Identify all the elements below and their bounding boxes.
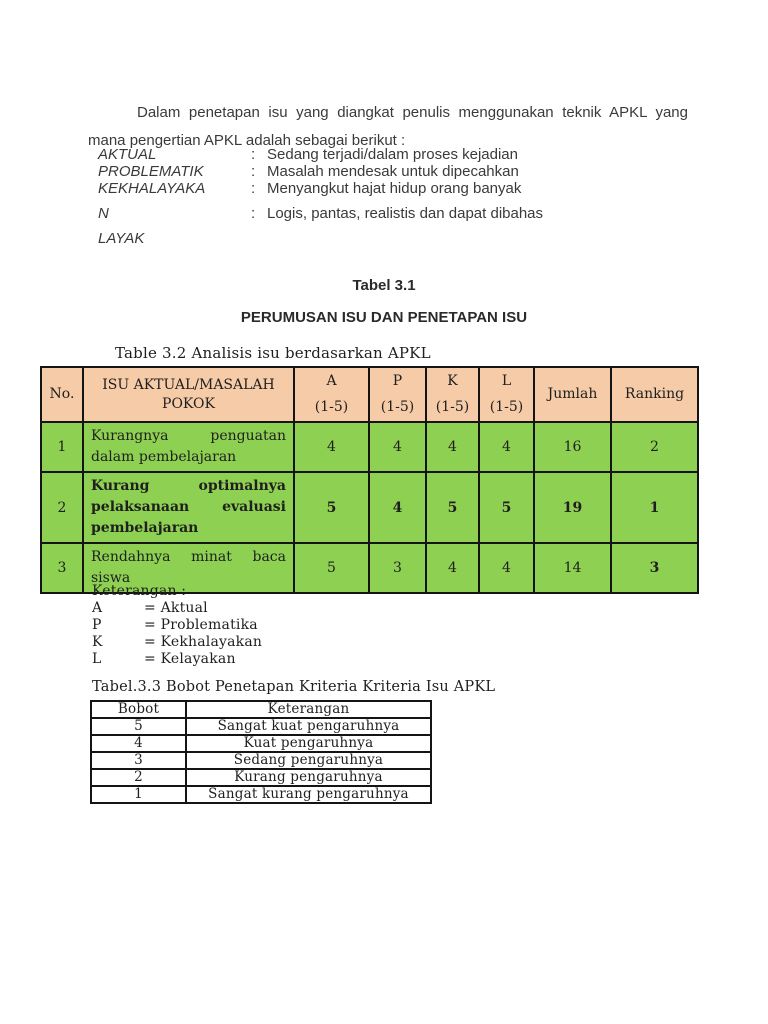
cell-ranking: 2 (611, 422, 698, 472)
cell-issue: Kurang optimalnya pelaksanaan evaluasi pembelajaran (83, 472, 294, 543)
col-header-l (479, 367, 534, 422)
table-row (91, 735, 431, 752)
cell-p: 3 (369, 543, 426, 593)
cell-bobot: 2 (91, 769, 186, 786)
definition-text: Logis, pantas, realistis dan dapat dibahas (267, 205, 544, 222)
cell-keterangan: Sangat kurang pengaruhnya (186, 786, 431, 803)
apkl-analysis-table (40, 366, 699, 594)
legend-key: K (92, 634, 103, 650)
cell-k: 5 (426, 472, 479, 543)
bobot-header-row (91, 701, 431, 718)
legend-title: Keterangan : (92, 583, 187, 599)
col-header-p-label: P (392, 373, 403, 389)
cell-l: 4 (479, 422, 534, 472)
cell-a: 4 (294, 422, 369, 472)
cell-no: 2 (41, 472, 83, 543)
cell-ranking: 1 (611, 472, 698, 543)
col-header-ranking: Ranking (611, 367, 698, 422)
col-header-l-label: L (501, 373, 512, 389)
col-header-bobot: Bobot (91, 701, 186, 718)
legend-key: P (92, 617, 102, 633)
cell-jumlah: 19 (534, 472, 611, 543)
col-header-k-scale: (1-5) (435, 399, 470, 415)
cell-issue: Rendahnya minat baca siswa (83, 543, 294, 593)
table-row (91, 752, 431, 769)
cell-no: 1 (41, 422, 83, 472)
legend-value: = Kekhalayakan (144, 634, 263, 650)
cell-bobot: 3 (91, 752, 186, 769)
definition-term: PROBLEMATIK (98, 163, 204, 180)
cell-jumlah: 14 (534, 543, 611, 593)
table-row (41, 422, 698, 472)
definition-row-layak (98, 230, 543, 247)
legend-value: = Aktual (144, 600, 208, 616)
definition-row-kekhalayaka (98, 180, 543, 197)
cell-l: 5 (479, 472, 534, 543)
intro-paragraph: Dalam penetapan isu yang diangkat penulis menggunakan teknik APKL yang mana pengertian APKL adalah sebagai berikut : (88, 104, 688, 149)
legend-item-l (92, 651, 262, 668)
col-header-k-label: K (447, 373, 458, 389)
col-header-keterangan: Keterangan (186, 701, 431, 718)
cell-no: 3 (41, 543, 83, 593)
cell-keterangan: Kurang pengaruhnya (186, 769, 431, 786)
bobot-table (90, 700, 432, 804)
legend-value: = Problematika (144, 617, 258, 633)
cell-p: 4 (369, 472, 426, 543)
legend-item-p (92, 617, 262, 634)
col-header-jumlah: Jumlah (534, 367, 611, 422)
col-header-a-scale: (1-5) (314, 399, 349, 415)
definition-row-aktual (98, 146, 543, 163)
col-header-a (294, 367, 369, 422)
cell-bobot: 1 (91, 786, 186, 803)
cell-keterangan: Sangat kuat pengaruhnya (186, 718, 431, 735)
cell-l: 4 (479, 543, 534, 593)
tabel-31-heading: Tabel 3.1 (352, 277, 416, 294)
definition-term: AKTUAL (98, 146, 157, 163)
cell-p: 4 (369, 422, 426, 472)
definition-colon: : (251, 163, 256, 180)
definition-text: Masalah mendesak untuk dipecahkan (267, 163, 519, 180)
cell-keterangan: Sedang pengaruhnya (186, 752, 431, 769)
definition-text: Menyangkut hajat hidup orang banyak (267, 180, 522, 197)
definition-term: LAYAK (98, 230, 145, 247)
definition-row-n (98, 205, 543, 222)
legend (92, 583, 262, 668)
table-row (91, 718, 431, 735)
cell-bobot: 4 (91, 735, 186, 752)
cell-ranking: 3 (611, 543, 698, 593)
definition-colon (251, 230, 267, 247)
definition-term: N (98, 205, 109, 222)
definition-row-problematik (98, 163, 543, 180)
cell-k: 4 (426, 422, 479, 472)
col-header-a-label: A (326, 373, 337, 389)
legend-key: A (92, 600, 103, 616)
col-header-p-scale: (1-5) (380, 399, 415, 415)
col-header-issue: ISU AKTUAL/MASALAH POKOK (83, 367, 294, 422)
definition-term: KEKHALAYAKA (98, 180, 206, 197)
table-row (91, 786, 431, 803)
legend-item-a (92, 600, 262, 617)
definition-text: Sedang terjadi/dalam proses kejadian (267, 146, 518, 163)
definition-colon: : (251, 146, 256, 163)
legend-key: L (92, 651, 102, 667)
cell-a: 5 (294, 543, 369, 593)
legend-item-k (92, 634, 262, 651)
legend-value: = Kelayakan (144, 651, 236, 667)
cell-bobot: 5 (91, 718, 186, 735)
table-33-caption: Tabel.3.3 Bobot Penetapan Kriteria Kriteria Isu APKL (92, 679, 496, 695)
table-32-caption: Table 3.2 Analisis isu berdasarkan APKL (115, 344, 431, 362)
col-header-k (426, 367, 479, 422)
col-header-no: No. (41, 367, 83, 422)
col-header-p (369, 367, 426, 422)
table-header-row (41, 367, 698, 422)
cell-keterangan: Kuat pengaruhnya (186, 735, 431, 752)
cell-a: 5 (294, 472, 369, 543)
col-header-l-scale: (1-5) (489, 399, 524, 415)
table-row (91, 769, 431, 786)
cell-k: 4 (426, 543, 479, 593)
cell-jumlah: 16 (534, 422, 611, 472)
definition-colon: : (251, 180, 256, 197)
definition-colon: : (251, 205, 256, 222)
cell-issue: Kurangnya penguatan dalam pembelajaran (83, 422, 294, 472)
page-title: PERUMUSAN ISU DAN PENETAPAN ISU (240, 309, 528, 326)
apkl-definition-list (98, 146, 543, 247)
table-row (41, 472, 698, 543)
